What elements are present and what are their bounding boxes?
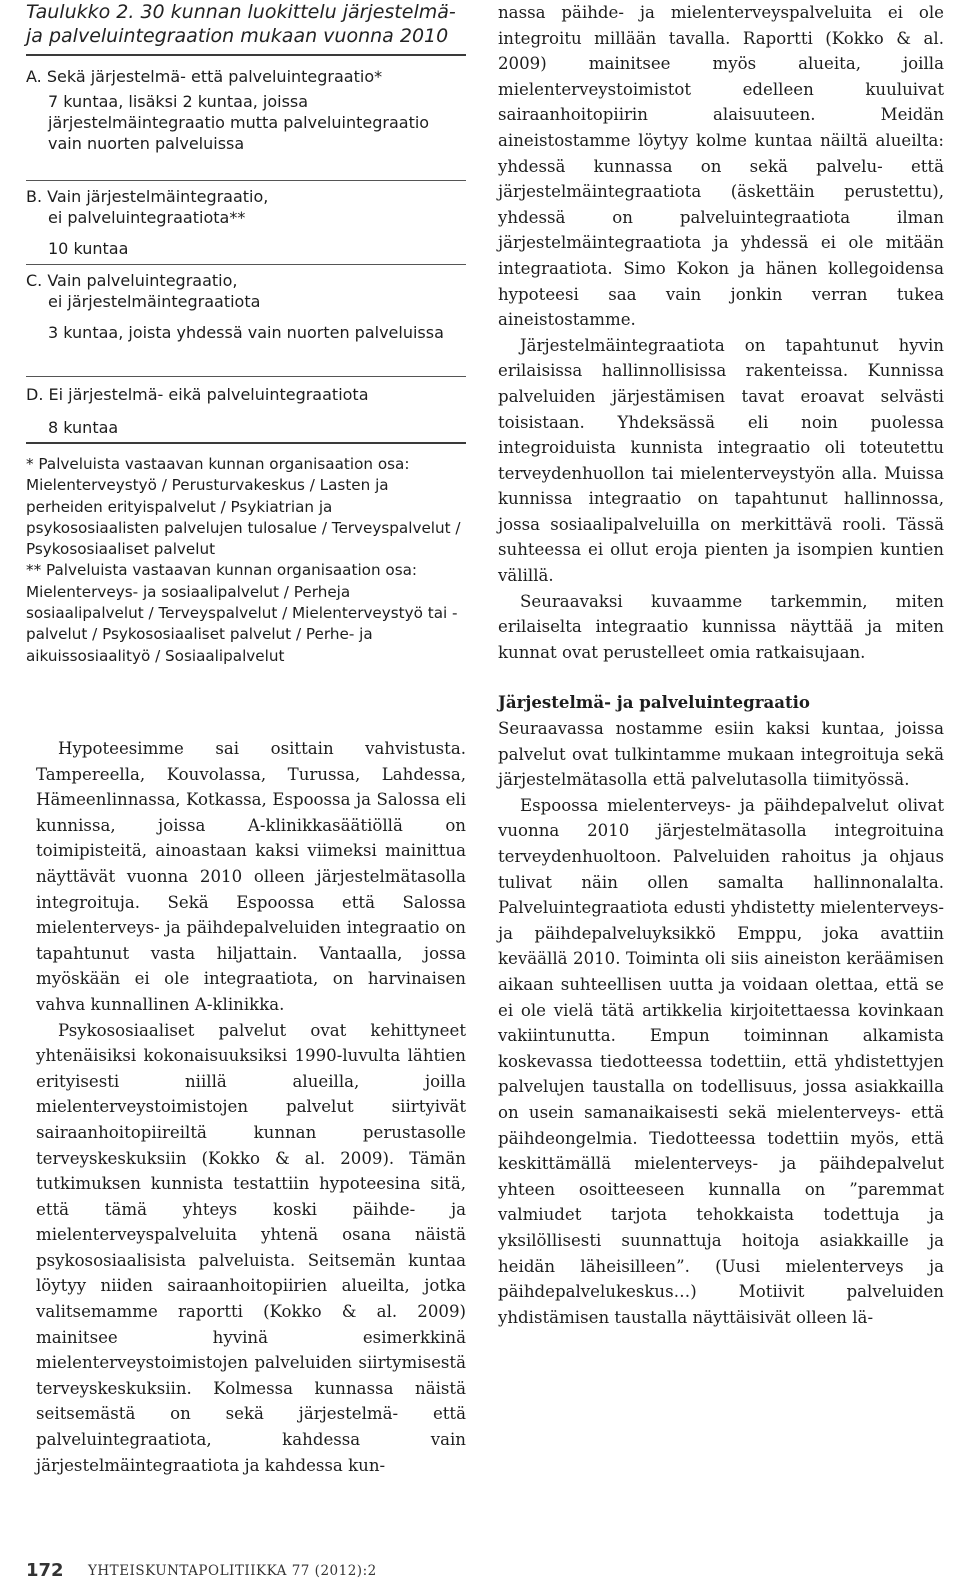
section-b-label: B. Vain järjestelmäintegraatio, (26, 187, 269, 206)
page-number: 172 (26, 1560, 64, 1581)
table-title: Taulukko 2. 30 kunnan luokittelu järjestelmä- ja palveluintegraation mukaan vuonna 2010 (26, 1, 456, 47)
table-divider (26, 376, 466, 377)
section-c-body: 3 kuntaa, joista yhdessä vain nuorten palveluissa (48, 323, 444, 342)
section-c-label-cont: ei järjestelmäintegraatiota (48, 292, 261, 311)
paragraph: Seuraavassa nostamme esiin kaksi kuntaa, joissa palvelut ovat tulkintamme mukaan integroituja sekä järjestelmätasolla että palvelutasolla tiimityössä. (498, 719, 944, 790)
section-c-label: C. Vain palveluintegraatio, (26, 271, 238, 290)
table-top-rule (26, 54, 466, 56)
table-divider (26, 264, 466, 265)
section-a-label: A. Sekä järjestelmä- että palveluintegraatio* (26, 67, 383, 86)
paragraph: Espoossa mielenterveys- ja päihdepalvelut olivat vuonna 2010 järjestelmätasolla integroituina terveydenhuoltoon. Palveluiden rahoitus ja ohjaus tulivat näin ollen samalta hallinnonalalta. Palveluintegraatiota edusti yhdistetty mielenterveys- ja päihdepalveluyksikkö Emppu, joka avattiin keväällä 2010. Toiminta oli siis aineiston keräämisen aikaan suhteellisen uutta ja voidaan olettaa, että se ei ole vielä tätä artikkelia kirjoitettaessa kovinkaan vakiintunutta. Empun toiminnan alkamista koskevassa tiedotteessa todettiin, että yhdistettyjen palvelujen taustalla on todellisuus, jossa asiakkailla on usein samanaikaisesti sekä mielenterveys- että päihdeongelmia. Tiedotteessa todettiin myös, että keskittämällä mielenterveys- ja päihdepalvelut yhteen osoitteeseen kunnalla on ”paremmat valmiudet tarjota tehokkaista todettuja ja yksilöllisesti suunnattuja hoitoja asiakkaille ja heidän läheisilleen”. (Uusi mielenterveys ja päihdepalvelukeskus…) Motiivit palveluiden yhdistämisen taustalla näyttäisivät olleen lä- (498, 795, 944, 1327)
table-section-a (26, 66, 466, 154)
section-heading: Järjestelmä- ja palveluintegraatio (498, 692, 810, 713)
table-divider (26, 180, 466, 181)
paragraph: Seuraavaksi kuvaamme tarkemmin, miten erilaiselta integraatio kunnissa näyttää ja miten kunnat ovat perustelleet omia ratkaisujaan. (498, 591, 944, 662)
section-b-label-cont: ei palveluintegraatiota** (48, 208, 246, 227)
table-section-b (26, 186, 466, 259)
right-body-text (498, 0, 944, 1330)
table-notes: * Palveluista vastaavan kunnan organisaation osa: Mielenterveystyö / Perusturvakeskus / Lasten ja perheiden erityispalvelut / Psykiatrian ja psykososiaalisten palvelujen tulosalue / Terveyspalvelut / Psykososiaaliset palvelut ** Palveluista vastaavan kunnan organisaation osa: Mielenterveys- ja sosiaalipalvelut / Perheja sosiaalipalvelut / Terveyspalvelut / Mielenterveystyö tai -palvelut / Psykososiaaliset palvelut / Perhe- ja aikuissosiaalityö / Sosiaalipalvelut (26, 455, 461, 665)
paragraph: Psykososiaaliset palvelut ovat kehittyneet yhtenäisiksi kokonaisuuksiksi 1990-luvulta lähtien erityisesti niillä alueilla, joilla mielenterveystoimistojen palvelut siirtyivät sairaanhoitopiireiltä kunnan perustasolle terveyskeskuksiin (Kokko & al. 2009). Tämän tutkimuksen kunnista testattiin hypoteesina sitä, että tämä yhteys koski päihde- ja mielenterveyspalveluita yhtenä osana näistä psykososiaalisista palveluista. Seitsemän kuntaa löytyy niiden sairaanhoitopiirien alueilta, jotka valitsemamme raportti (Kokko & al. 2009) mainitsee hyvinä esimerkkinä mielenterveystoimistojen palveluiden siirtymisestä terveyskeskuksiin. Kolmessa kunnassa näistä seitsemästä on sekä järjestelmä- että palveluintegraatiota, kahdessa vain järjestelmäintegraatiota ja kahdessa kun- (36, 1020, 466, 1475)
section-d-label: D. Ei järjestelmä- eikä palveluintegraatiota (26, 385, 369, 404)
left-body-text (36, 736, 466, 1478)
journal-name: YHTEISKUNTAPOLITIIKKA 77 (2012):2 (88, 1563, 377, 1579)
table-section-d (26, 384, 466, 438)
table-bottom-rule (26, 442, 466, 444)
paragraph: Järjestelmäintegraatiota on tapahtunut hyvin erilaisissa hallinnollisissa rakenteissa. Kunnissa palveluiden järjestämisen tavat eroavat selvästi toisistaan. Yhdeksässä eli noin puolessa integroiduista kunnista integraatio oli toteutettu terveydenhuollon tai mielenterveystyön alla. Muissa kunnissa integraatio on tapahtunut hallinnossa, jossa sosiaalipalveluilla on merkittävä rooli. Tässä suhteessa ei ollut eroja pienten ja isompien kuntien välillä. (498, 335, 944, 586)
section-d-body: 8 kuntaa (48, 418, 119, 437)
section-b-body: 10 kuntaa (48, 239, 129, 258)
paragraph: Hypoteesimme sai osittain vahvistusta. Tampereella, Kouvolassa, Turussa, Lahdessa, Hämeenlinnassa, Kotkassa, Espoossa ja Salossa eli kunnissa, joissa A-klinikkasäätiöllä on toimipisteitä, ainoastaan kaksi viimeksi mainittua näyttävät vuonna 2010 olleen järjestelmätasolla integroituja. Sekä Espoossa että Salossa mielenterveys- ja päihdepalveluiden integraatio on tapahtunut vasta hiljattain. Vantaalla, jossa myöskään ei ole integraatiota, on harvinaisen vahva kunnallinen A-klinikka. (36, 739, 466, 1014)
table-section-c (26, 270, 466, 343)
section-a-body: 7 kuntaa, lisäksi 2 kuntaa, joissa järjestelmäintegraatio mutta palveluintegraatio vain nuorten palveluissa (48, 92, 430, 153)
paragraph: nassa päihde- ja mielenterveyspalveluita ei ole integroitu millään tavalla. Raportti (Kokko & al. 2009) mainitsee myös alueita, joilla mielenterveystoimistot edelleen kuuluivat sairaanhoitopiirin alaisuuteen. Meidän aineistostamme löytyy kolme kuntaa näiltä alueilta: yhdessä kunnassa on sekä palvelu- että järjestelmäintegraatiota (äskettäin perustettu), yhdessä on palveluintegraatiota ilman järjestelmäintegraatiota ja yhdessä ei ole mitään integraatiota. Simo Kokon ja hänen kollegoidensa hypoteesi saa vain jonkin verran tukea aineistostamme. (498, 3, 944, 330)
